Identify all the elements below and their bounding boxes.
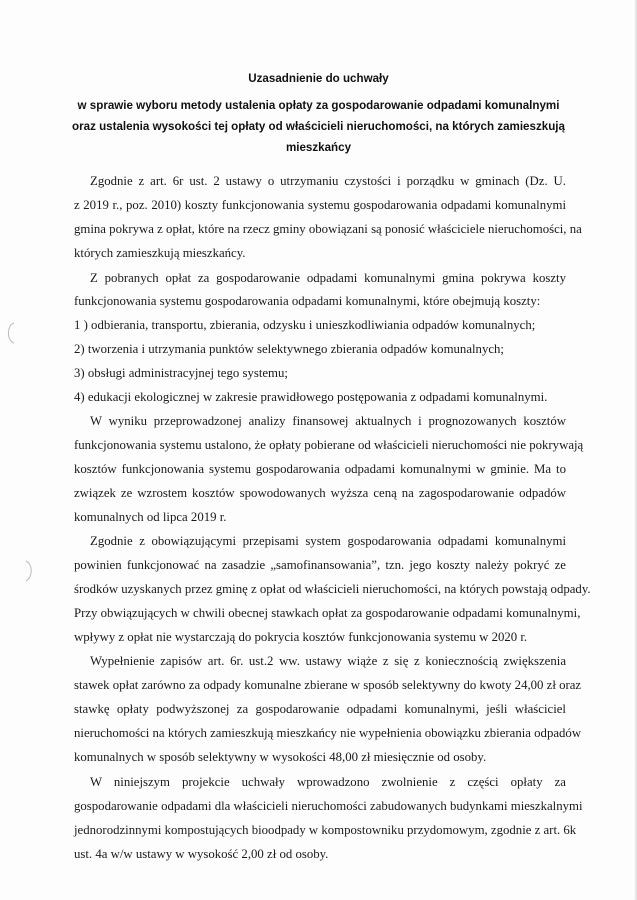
document-title: Uzasadnienie do uchwały <box>248 72 389 85</box>
list-item: 2) tworzenia i utrzymania punktów selektywnego zbierania odpadów komunalnych; <box>74 342 504 356</box>
list-item: 3) obsługi administracyjnej tego systemu; <box>74 366 288 380</box>
body-line: Przy obwiązujących w chwili obecnej stawkach opłat za gospodarowanie odpadami komunalnymi, <box>74 606 581 620</box>
body-line: stawek opłat zarówno za odpady komunalne zbierane w sposób selektywny do kwoty 24,00 zł oraz <box>74 678 582 692</box>
body-line: W wyniku przeprowadzonej analizy finansowej aktualnych i prognozowanych kosztów <box>90 414 566 428</box>
body-line: gospodarowanie odpadami dla właścicieli nieruchomości zabudowanych budynkami mieszkalnymi <box>74 799 583 813</box>
body-line: których zamieszkują mieszkańcy. <box>74 246 246 260</box>
body-line: kosztów funkcjonowania systemu gospodarowania odpadami komunalnymi w gminie. Ma to <box>74 462 566 476</box>
punch-hole-mark <box>24 560 36 582</box>
body-line: gmina pokrywa z opłat, które na rzecz gminy obowiązani są ponosić właściciele nieruchomości, na <box>74 222 582 236</box>
body-line: stawkę opłaty podwyższonej za gospodarowanie odpadami komunalnymi, jeśli właściciel <box>74 702 566 716</box>
body-line: wpływy z opłat nie wystarczają do pokrycia kosztów funkcjonowania systemu w 2020 r. <box>74 630 528 644</box>
list-item: 1 ) odbierania, transportu, zbierania, odzysku i unieszkodliwiania odpadów komunalnych; <box>74 318 536 332</box>
body-line: jednorodzinnymi kompostujących bioodpady w kompostowniku przydomowym, zgodnie z art. 6k <box>74 823 577 837</box>
body-line: z 2019 r., poz. 2010) koszty funkcjonowania systemu gospodarowania odpadami komunalnymi <box>74 198 566 212</box>
body-line: funkcjonowania systemu gospodarowania odpadami komunalnymi, które obejmują koszty: <box>74 294 541 308</box>
body-line: powinien funkcjonować na zasadzie „samofinansowania”, tzn. jego koszty należy pokryć ze <box>74 558 566 572</box>
body-line: ust. 4a w/w ustawy w wysokość 2,00 zł od osoby. <box>74 847 329 861</box>
body-line: komunalnych od lipca 2019 r. <box>74 510 227 524</box>
body-line: W niniejszym projekcie uchwały wprowadzono zwolnienie z części opłaty za <box>90 775 566 789</box>
body-line: Z pobranych opłat za gospodarowanie odpadami komunalnymi gmina pokrywa koszty <box>90 271 566 285</box>
list-item: 4) edukacji ekologicznej w zakresie prawidłowego postępowania z odpadami komunalnymi. <box>74 390 548 404</box>
punch-hole-mark <box>4 322 16 344</box>
body-line: Zgodnie z art. 6r ust. 2 ustawy o utrzymaniu czystości i porządku w gminach (Dz. U. <box>90 174 566 188</box>
body-line: funkcjonowania systemu ustalono, że opłaty pobierane od właścicieli nieruchomości nie pokrywają <box>74 438 584 452</box>
body-line: środków uzyskanych przez gminę z opłat od właścicieli nieruchomości, na których powstają odpady. <box>74 582 591 596</box>
subtitle-line: oraz ustalenia wysokości tej opłaty od właścicieli nieruchomości, na których zamieszkują <box>72 120 565 133</box>
body-line: związek ze wzrostem kosztów spowodowanych wyższa ceną na zagospodarowanie odpadów <box>74 486 566 500</box>
subtitle-line: mieszkańcy <box>285 141 352 154</box>
body-line: nieruchomości na których zamieszkują mieszkańcy nie wypełnienia obowiązku zbierania odpadów <box>74 726 582 740</box>
body-line: Zgodnie z obowiązującymi przepisami system gospodarowania odpadami komunalnymi <box>90 534 566 548</box>
body-line: komunalnych w sposób selektywny w wysokości 48,00 zł miesięcznie od osoby. <box>74 750 487 764</box>
subtitle-line: w sprawie wyboru metody ustalenia opłaty za gospodarowanie odpadami komunalnymi <box>77 99 560 112</box>
body-line: Wypełnienie zapisów art. 6r. ust.2 ww. ustawy wiąże z się z koniecznością zwiększenia <box>90 654 566 668</box>
